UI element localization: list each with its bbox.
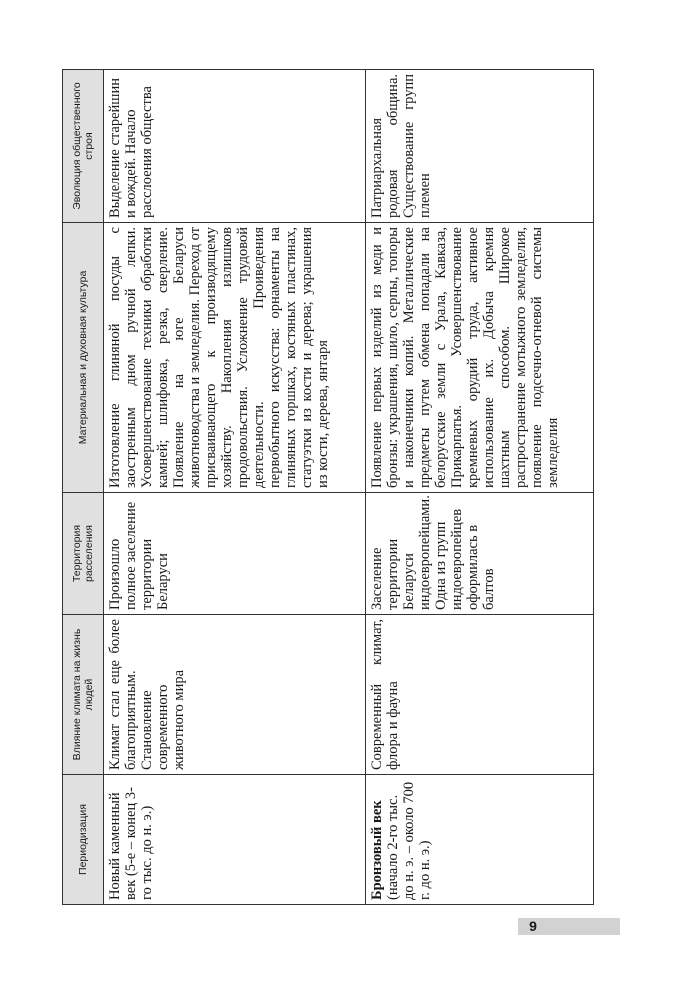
header-culture: Материальная и духовная культура [63, 223, 104, 493]
period-name: Бронзовый век [369, 800, 385, 900]
history-table [62, 69, 594, 905]
cell-social: Патриархальная родовая община. Существование групп племен [366, 70, 594, 223]
cell-territory: Произошло полное заселение территории Беларуси [104, 493, 366, 615]
cell-culture: Появление первых изделий из меди и бронзы: украшения, шило, серпы, топоры и наконечники копий. Металлические предметы путем обмена попадали на белорусские земли с Урала, Кавказа, Прикарпатья. Усовершенствование кремневых орудий труда, активное использование их. Добыча кремня шахтным способом. Широкое распространение мотыжного земледелия, появление подсечно-огневой системы земледелия [366, 223, 594, 493]
cell-social: Выделение старейшин и вождей. Начало расслоения общества [104, 70, 366, 223]
table-row [104, 70, 366, 905]
period-dates: (начало 2-го тыс. до н. э. – около 700 г. до н. э.) [385, 781, 433, 900]
table-header-row [63, 70, 104, 905]
header-territory: Территория расселения [63, 493, 104, 615]
period-dates: Новый каменный век (5-е – конец 3-го тыс. до н. э.) [107, 787, 155, 900]
cell-period [366, 775, 594, 905]
header-period: Периодизация [63, 775, 104, 905]
table-row [366, 70, 594, 905]
cell-climate: Климат стал еще более благоприятным. Становление современного животного мира [104, 615, 366, 775]
cell-climate: Современный климат, флора и фауна [366, 615, 594, 775]
cell-territory: Заселение территории Беларуси индоевропейцами. Одна из групп индоевропейцев оформилась в балтов [366, 493, 594, 615]
cell-period [104, 775, 366, 905]
page-number: 9 [529, 918, 537, 934]
cell-culture: Изготовление глиняной посуды с заостренным дном ручной лепки. Усовершенствование техники обработки камней; шлифовка, резка, сверление. Появление на юге Беларуси животноводства и земледелия. Переход от присваивающего к производящему хозяйству. Накопления излишков продовольствия. Усложнение трудовой деятельности. Проиведения первобытного искусства: орнаменты на глиняных горшках, костяных пластинах, статуэтки из кости и дерева; украшения из кости, дерева, янтаря [104, 223, 366, 493]
header-social: Эволюция общественного строя [63, 70, 104, 223]
header-climate: Влияние климата на жизнь людей [63, 615, 104, 775]
